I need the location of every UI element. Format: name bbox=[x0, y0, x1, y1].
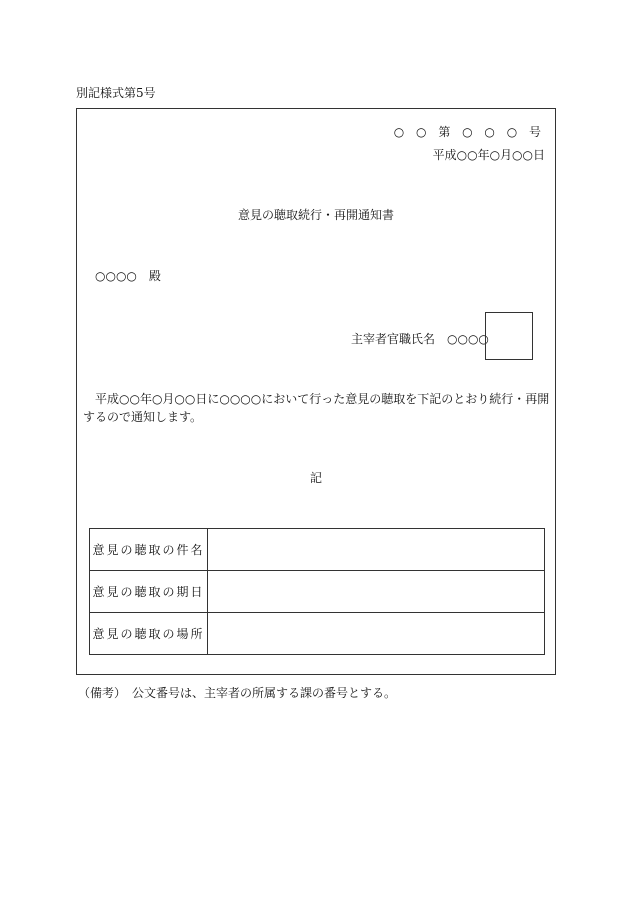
document-title: 意見の聴取続行・再開通知書 bbox=[237, 208, 394, 222]
row-label: 意見の聴取の期日 bbox=[90, 571, 208, 613]
row-value bbox=[208, 613, 545, 655]
table-row bbox=[90, 571, 545, 613]
row-label: 意見の聴取の場所 bbox=[90, 613, 208, 655]
table-row bbox=[90, 613, 545, 655]
row-value bbox=[208, 571, 545, 613]
addressee: ○○○○ 殿 bbox=[95, 269, 161, 283]
row-value bbox=[208, 529, 545, 571]
ki-heading: 記 bbox=[309, 471, 322, 485]
table-row bbox=[90, 529, 545, 571]
row-label: 意見の聴取の件名 bbox=[90, 529, 208, 571]
form-label: 別記様式第5号 bbox=[76, 86, 156, 100]
remarks-note: （備考） 公文番号は、主宰者の所属する課の番号とする。 bbox=[78, 686, 397, 700]
issue-date: 平成○○年○月○○日 bbox=[432, 148, 545, 162]
notice-form bbox=[76, 108, 556, 675]
issuer-name: 主宰者官職氏名 ○○○○ bbox=[351, 332, 489, 346]
body-text: 平成○○年○月○○日に○○○○において行った意見の聴取を下記のとおり続行・再開するので通知します。 bbox=[83, 392, 550, 424]
seal-box bbox=[485, 312, 533, 360]
document-number: ○ ○ 第 ○ ○ ○ 号 bbox=[393, 125, 545, 139]
details-table bbox=[89, 528, 545, 655]
